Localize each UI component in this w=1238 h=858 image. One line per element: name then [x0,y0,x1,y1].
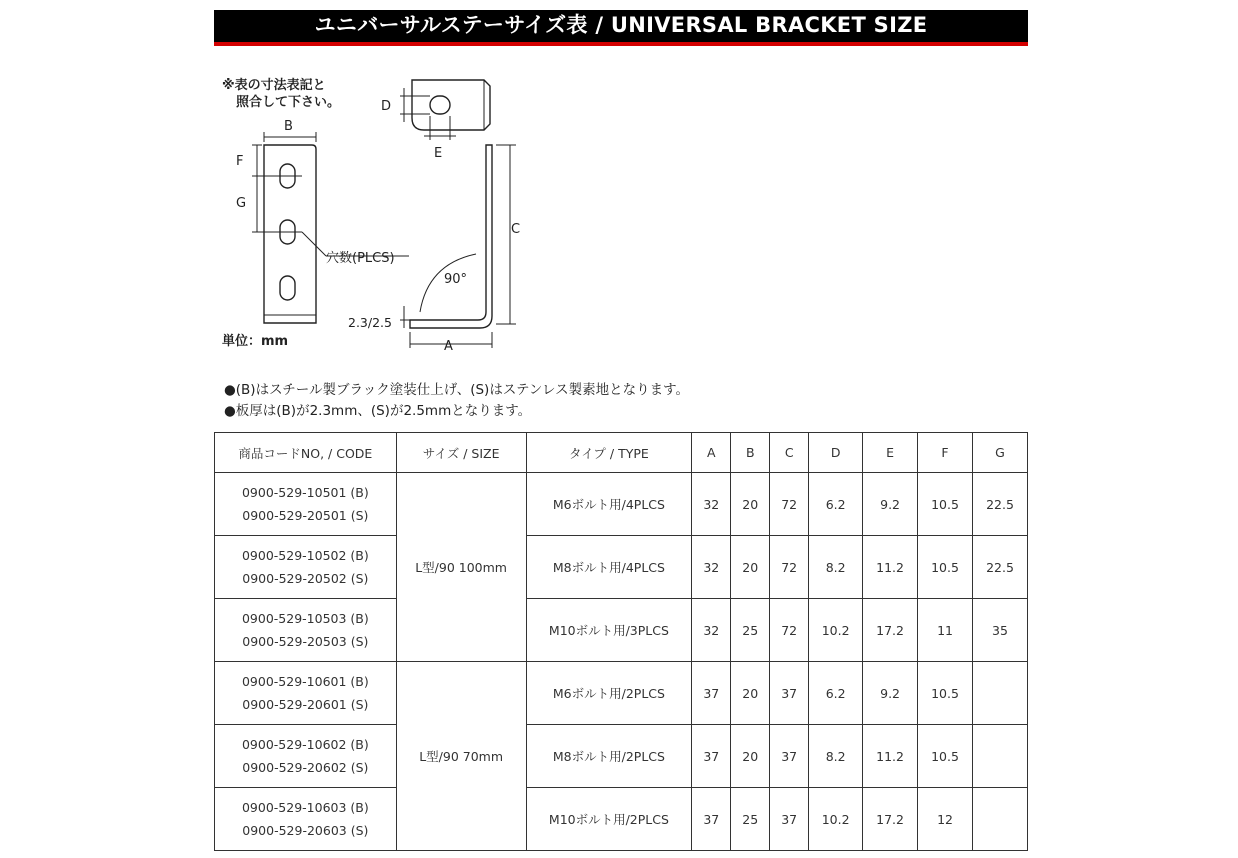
header-b: B [731,433,770,473]
type-cell: M8ボルト用/2PLCS [526,725,692,788]
code-cell [215,599,397,662]
note-finish: ●(B)はスチール製ブラック塗装仕上げ、(S)はステンレス製素地となります。 [224,382,690,398]
value-e: 9.2 [863,662,918,725]
note-thickness: ●板厚は(B)が2.3mm、(S)が2.5mmとなります。 [224,403,532,419]
label-g: G [236,196,247,211]
size-table [214,432,1028,851]
type-cell: M8ボルト用/4PLCS [526,536,692,599]
value-c: 37 [770,662,809,725]
value-a: 32 [692,473,731,536]
code-b: 0900-529-10502 (B) [241,548,369,563]
value-b: 20 [731,473,770,536]
header-g: G [972,433,1027,473]
value-e: 17.2 [863,788,918,851]
value-a: 37 [692,788,731,851]
value-f: 11 [918,599,973,662]
code-b: 0900-529-10501 (B) [241,485,369,500]
bracket-dimension-diagram [214,58,574,363]
value-f: 10.5 [918,725,973,788]
value-g: 35 [972,599,1027,662]
table-row [215,536,1028,599]
size-cell: L型/90 70mm [396,662,526,851]
code-cell [215,662,397,725]
value-c: 37 [770,725,809,788]
value-e: 11.2 [863,725,918,788]
table-row [215,725,1028,788]
value-c: 72 [770,536,809,599]
value-b: 25 [731,599,770,662]
value-g: 22.5 [972,536,1027,599]
front-plate-view [264,145,316,323]
page-title: ユニバーサルステーサイズ表 / UNIVERSAL BRACKET SIZE [214,10,1028,46]
hole-count-label: 穴数(PLCS) [326,251,395,266]
code-s: 0900-529-20601 (S) [242,697,369,712]
table-row [215,599,1028,662]
header-type: タイプ / TYPE [526,433,692,473]
top-hole-view [412,80,490,130]
code-cell [215,536,397,599]
code-b: 0900-529-10601 (B) [241,674,369,689]
type-cell: M6ボルト用/4PLCS [526,473,692,536]
code-cell [215,473,397,536]
value-d: 10.2 [809,599,863,662]
value-c: 72 [770,473,809,536]
table-row [215,473,1028,536]
value-c: 72 [770,599,809,662]
header-e: E [863,433,918,473]
value-g [972,725,1027,788]
code-s: 0900-529-20502 (S) [242,571,369,586]
type-cell: M6ボルト用/2PLCS [526,662,692,725]
value-e: 9.2 [863,473,918,536]
value-g [972,662,1027,725]
value-d: 8.2 [809,725,863,788]
value-f: 10.5 [918,536,973,599]
thickness-label: 2.3/2.5 [348,315,392,330]
header-code: 商品コードNO, / CODE [215,433,397,473]
value-f: 10.5 [918,662,973,725]
value-b: 20 [731,662,770,725]
label-d: D [381,99,392,114]
notes [224,380,689,422]
value-a: 32 [692,536,731,599]
header-size: サイズ / SIZE [396,433,526,473]
unit-label: 単位：mm [222,334,289,349]
code-cell [215,788,397,851]
label-e: E [434,146,443,161]
code-s: 0900-529-20501 (S) [242,508,369,523]
value-a: 37 [692,662,731,725]
table-row [215,662,1028,725]
value-d: 8.2 [809,536,863,599]
value-d: 6.2 [809,662,863,725]
code-cell [215,725,397,788]
label-a: A [444,339,453,354]
value-b: 20 [731,536,770,599]
diagram-note-line1: ※表の寸法表記と [222,78,326,93]
code-b: 0900-529-10503 (B) [241,611,369,626]
code-s: 0900-529-20602 (S) [242,760,369,775]
code-b: 0900-529-10602 (B) [241,737,369,752]
header-c: C [770,433,809,473]
value-a: 32 [692,599,731,662]
label-c: C [511,222,521,237]
header-d: D [809,433,863,473]
type-cell: M10ボルト用/2PLCS [526,788,692,851]
code-s: 0900-529-20603 (S) [242,823,369,838]
header-a: A [692,433,731,473]
angle-label: 90° [444,272,468,287]
value-f: 12 [918,788,973,851]
value-a: 37 [692,725,731,788]
type-cell: M10ボルト用/3PLCS [526,599,692,662]
value-d: 10.2 [809,788,863,851]
code-s: 0900-529-20503 (S) [242,634,369,649]
label-b: B [284,119,293,134]
value-d: 6.2 [809,473,863,536]
label-f: F [236,154,244,169]
value-e: 17.2 [863,599,918,662]
table-row [215,788,1028,851]
value-b: 25 [731,788,770,851]
diagram-note-line2: 照合して下さい。 [236,95,341,110]
value-b: 20 [731,725,770,788]
value-f: 10.5 [918,473,973,536]
value-e: 11.2 [863,536,918,599]
size-cell: L型/90 100mm [396,473,526,662]
value-g [972,788,1027,851]
value-g: 22.5 [972,473,1027,536]
table-header-row [215,433,1028,473]
code-b: 0900-529-10603 (B) [241,800,369,815]
header-f: F [918,433,973,473]
value-c: 37 [770,788,809,851]
